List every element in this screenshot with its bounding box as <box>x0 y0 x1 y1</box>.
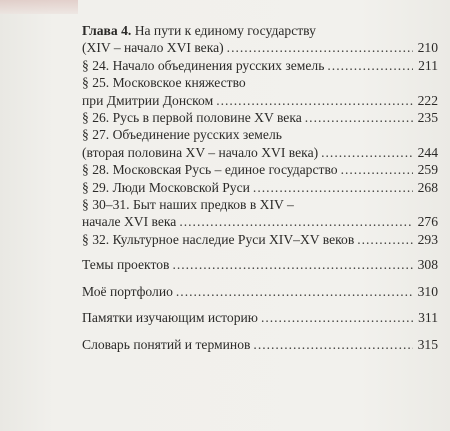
entry-title: Словарь понятий и терминов <box>82 336 251 352</box>
page-number: 311 <box>418 310 438 326</box>
entry-title: § 27. Объединение русских земель <box>82 127 282 143</box>
toc-entry-32 <box>82 231 438 248</box>
entry-title: § 30–31. Быт наших предков в XIV – <box>82 197 294 213</box>
dot-leader <box>176 283 413 300</box>
table-of-contents <box>82 22 438 353</box>
page-number: 310 <box>417 283 438 299</box>
entry-title: § 29. Люди Московской Руси <box>82 179 250 195</box>
toc-extra-portfolio <box>82 283 438 300</box>
toc-entry-30-31 <box>82 196 438 231</box>
page-number: 308 <box>417 257 438 273</box>
dot-leader <box>305 109 413 126</box>
dot-leader <box>253 336 413 353</box>
chapter-title-cont: (XIV – начало XVI века) <box>82 40 224 56</box>
entry-title: Памятки изучающим историю <box>82 310 258 326</box>
page-number: 222 <box>417 92 438 108</box>
chapter-label: Глава 4. <box>82 23 132 38</box>
toc-entry-29 <box>82 179 438 196</box>
entry-title: § 28. Московская Русь – единое государство <box>82 162 338 178</box>
toc-entry-24 <box>82 57 438 74</box>
dot-leader <box>341 161 413 178</box>
toc-entry-25 <box>82 74 438 109</box>
entry-title: § 32. Культурное наследие Руси XIV–XV веков <box>82 231 355 247</box>
dot-leader <box>321 144 413 161</box>
toc-chapter-line-1 <box>82 22 438 39</box>
toc-entry-26 <box>82 109 438 126</box>
dot-leader <box>216 92 413 109</box>
page-number: 211 <box>418 57 438 73</box>
dot-leader <box>179 213 413 230</box>
toc-chapter-line-2 <box>82 39 438 56</box>
entry-title: § 24. Начало объединения русских земель <box>82 57 325 73</box>
dot-leader <box>327 57 413 74</box>
entry-title-cont: при Дмитрии Донском <box>82 92 214 108</box>
page-number: 210 <box>417 40 438 56</box>
page-stain <box>0 0 78 14</box>
page-number: 259 <box>417 162 438 178</box>
page-number: 293 <box>417 231 438 247</box>
entry-title: Моё портфолио <box>82 283 173 299</box>
page-number: 268 <box>417 179 438 195</box>
entry-title-cont: (вторая половина XV – начало XVI века) <box>82 144 319 160</box>
entry-title: Темы проектов <box>82 257 170 273</box>
dot-leader <box>261 309 413 326</box>
entry-title: § 25. Московское княжество <box>82 75 246 91</box>
dot-leader <box>172 256 413 273</box>
toc-entry-27 <box>82 126 438 161</box>
toc-extra-glossary <box>82 336 438 353</box>
entry-title-cont: начале XVI века <box>82 214 177 230</box>
page-number: 235 <box>417 110 438 126</box>
chapter-title: На пути к единому государству <box>134 23 316 38</box>
dot-leader <box>227 39 413 56</box>
page-number: 244 <box>417 144 438 160</box>
page-number: 315 <box>417 336 438 352</box>
dot-leader <box>253 179 413 196</box>
toc-extra-memos <box>82 309 438 326</box>
dot-leader <box>357 231 413 248</box>
toc-extra-projects <box>82 256 438 273</box>
page-number: 276 <box>417 214 438 230</box>
toc-entry-28 <box>82 161 438 178</box>
entry-title: § 26. Русь в первой половине XV века <box>82 110 302 126</box>
toc-chapter-4 <box>82 22 438 57</box>
